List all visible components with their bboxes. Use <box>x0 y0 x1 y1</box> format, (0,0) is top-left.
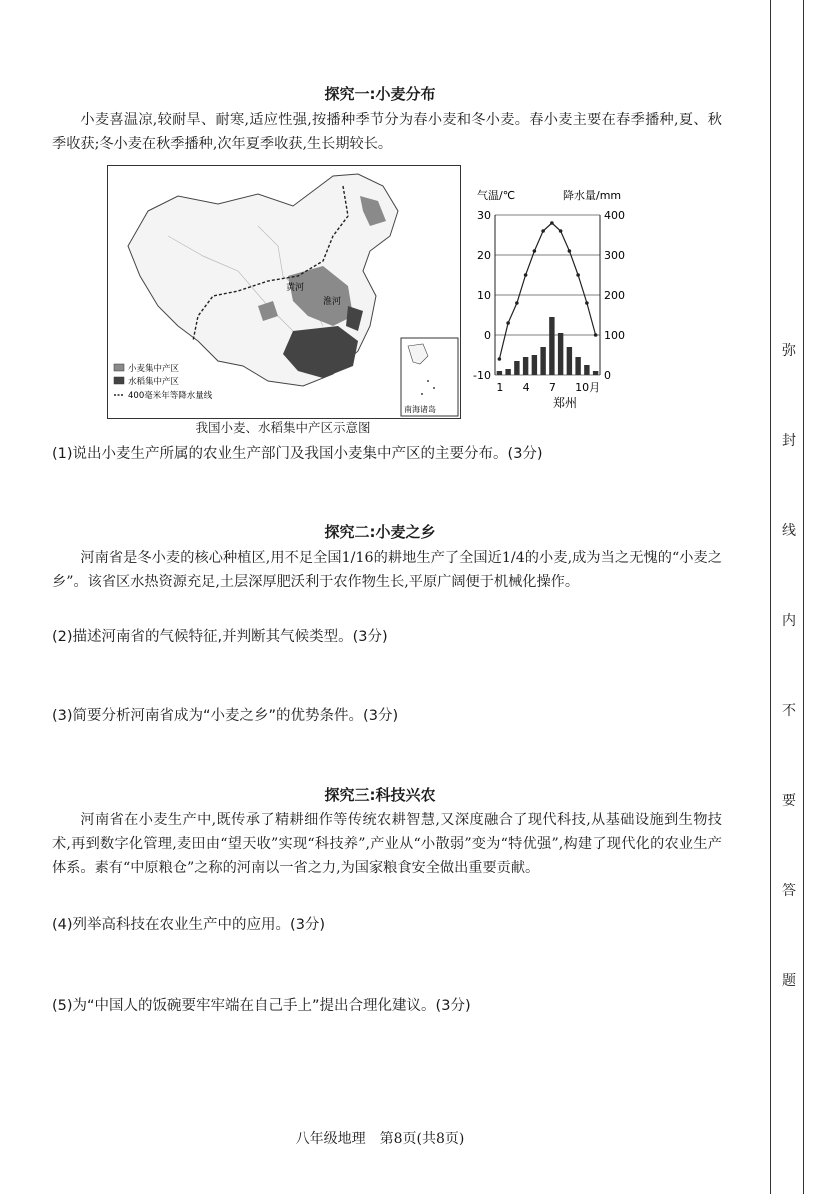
section3-paragraph: 河南省在小麦生产中,既传承了精耕细作等传统农耕智慧,又深度融合了现代科技,从基础设施到生物技术,再到数字化管理,麦田由“望天收”实现“科技养”,产业从“小散弱”变为“特优强”,构建了现代化的农业生产体系。素有“中原粮仓”之称的河南以一省之力,为国家粮食安全做出重要贡献。 <box>52 812 722 876</box>
temperature-point <box>524 273 528 277</box>
section3-title: 探究三:科技兴农 <box>324 786 436 804</box>
zhengzhou-climate-chart <box>465 185 665 425</box>
y-right-tick: 0 <box>604 369 611 382</box>
seal-char: 内 <box>782 613 796 629</box>
temperature-point <box>559 229 563 233</box>
precipitation-bar <box>549 317 554 375</box>
y-right-label: 降水量/mm <box>563 189 622 202</box>
y-left-tick: 30 <box>477 209 491 222</box>
seal-char: 答 <box>782 883 796 899</box>
seal-char: 线 <box>782 523 796 539</box>
question-5: (5)为“中国人的饭碗要牢牢端在自己手上”提出合理化建议。(3分) <box>52 998 471 1014</box>
legend-rice: 水稻集中产区 <box>128 377 180 387</box>
x-tick: 7 <box>548 381 556 394</box>
y-right-tick: 300 <box>604 249 625 262</box>
precipitation-bar <box>514 361 519 375</box>
precipitation-bar <box>584 365 589 375</box>
temperature-point <box>576 273 580 277</box>
y-left-tick: 20 <box>477 249 491 262</box>
seal-char: 题 <box>782 973 796 989</box>
y-right-tick: 400 <box>604 209 625 222</box>
legend-wheat: 小麦集中产区 <box>128 364 180 374</box>
temperature-point <box>515 301 519 305</box>
question-2: (2)描述河南省的气候特征,并判断其气候类型。(3分) <box>52 629 388 645</box>
seal-line-left <box>770 0 771 1194</box>
temperature-line <box>499 223 595 359</box>
x-tick: 1 <box>496 381 504 394</box>
legend-wheat-swatch <box>114 364 124 371</box>
legend-rice-swatch <box>114 377 124 384</box>
section1-paragraph: 小麦喜温凉,较耐旱、耐寒,适应性强,按播种季节分为春小麦和冬小麦。春小麦主要在春季播种,夏、秋季收获;冬小麦在秋季播种,次年夏季收获,生长期较长。 <box>52 112 722 152</box>
precipitation-bar <box>567 347 572 375</box>
inset-label: 南海诸岛 <box>404 405 436 414</box>
chart-axes <box>473 209 625 394</box>
seal-line-right <box>803 0 804 1194</box>
y-left-tick: 0 <box>484 329 491 342</box>
temperature-point <box>550 221 554 225</box>
temperature-point <box>585 301 589 305</box>
y-right-tick: 200 <box>604 289 625 302</box>
temperature-point <box>541 229 545 233</box>
precipitation-bar <box>532 355 537 375</box>
inset-island <box>427 380 429 382</box>
question-4: (4)列举高科技在农业生产中的应用。(3分) <box>52 917 326 933</box>
precipitation-bar <box>523 357 528 375</box>
section2-title: 探究二:小麦之乡 <box>324 523 436 541</box>
temperature-point <box>594 333 598 337</box>
china-map <box>108 166 460 418</box>
map-label-huaihe: 淮河 <box>323 297 342 307</box>
temperature-point <box>506 321 510 325</box>
y-left-tick: 10 <box>477 289 491 302</box>
question-1: (1)说出小麦生产所属的农业生产部门及我国小麦集中产区的主要分布。(3分) <box>52 446 543 462</box>
chart-title: 郑州 <box>553 396 578 410</box>
y-right-tick: 100 <box>604 329 625 342</box>
china-outline <box>128 174 398 386</box>
y-left-tick: -10 <box>473 369 491 382</box>
temperature-point <box>498 357 502 361</box>
china-map-figure <box>107 165 461 419</box>
precipitation-bar <box>497 371 502 375</box>
inset-island <box>421 393 423 395</box>
seal-char: 弥 <box>782 343 796 359</box>
seal-char: 不 <box>782 703 796 719</box>
precipitation-bar <box>505 369 510 375</box>
precipitation-bar <box>575 357 580 375</box>
precipitation-bars <box>497 317 599 375</box>
seal-char: 封 <box>782 433 796 449</box>
x-tick: 4 <box>522 381 530 394</box>
section2-paragraph: 河南省是冬小麦的核心种植区,用不足全国1/16的耕地生产了全国近1/4的小麦,成为当之无愧的“小麦之乡”。该省区水热资源充足,土层深厚肥沃利于农作物生长,平原广阔便于机械化操作。 <box>52 550 722 590</box>
question-3: (3)简要分析河南省成为“小麦之乡”的优势条件。(3分) <box>52 708 399 724</box>
precipitation-bar <box>558 333 563 375</box>
map-label-huanghe: 黄河 <box>286 283 305 293</box>
map-caption: 我国小麦、水稻集中产区示意图 <box>195 420 371 435</box>
seal-char: 要 <box>782 793 796 809</box>
temperature-points <box>498 221 598 361</box>
precipitation-bar <box>540 347 545 375</box>
temperature-point <box>533 249 537 253</box>
legend-isohyet: 400毫米年等降水量线 <box>128 391 213 401</box>
section1-title: 探究一:小麦分布 <box>324 85 436 103</box>
temperature-point <box>568 249 572 253</box>
inset-island <box>433 387 435 389</box>
x-tick: 10月 <box>575 381 601 394</box>
precipitation-bar <box>593 371 598 375</box>
page-footer: 八年级地理 第8页(共8页) <box>295 1131 465 1147</box>
y-left-label: 气温/℃ <box>477 189 516 202</box>
